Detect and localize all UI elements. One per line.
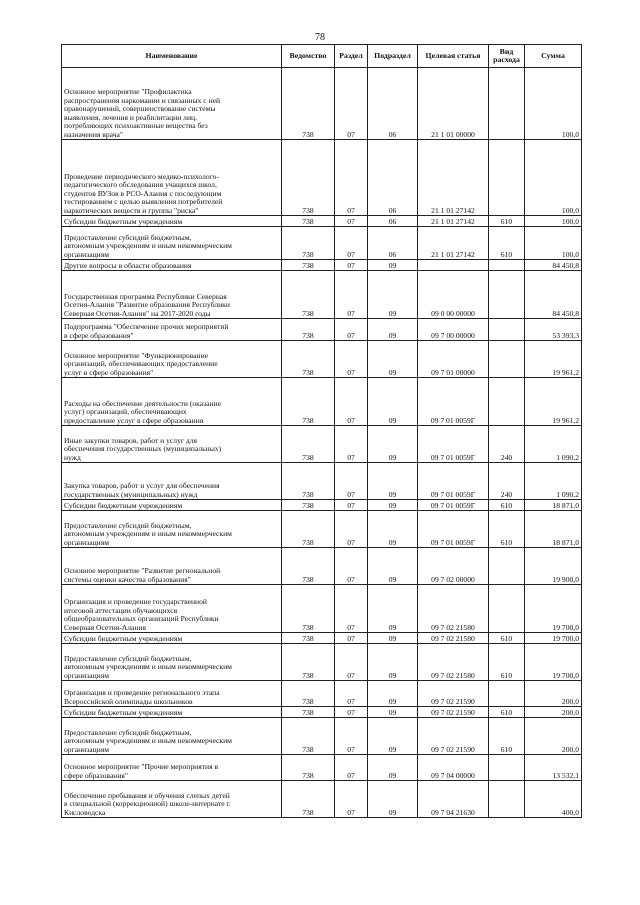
cell-section: 07 [335,227,368,260]
table-row [62,781,582,818]
table-body [62,68,582,818]
cell-target-article: 09 7 02 00000 [418,548,489,585]
cell-expense-type: 240 [489,426,525,463]
cell-department: 738 [282,644,335,681]
cell-name: Государственная программа Республики Северная Осетия-Алания "Развитие образования Республики Северная Осетия-Алания" на 2017-2020 годы [62,271,282,319]
table-row [62,68,582,140]
cell-amount: 100,0 [525,68,582,140]
cell-section: 07 [335,463,368,500]
cell-expense-type [489,319,525,341]
header-amount: Сумма [525,45,582,68]
table-row [62,140,582,216]
cell-amount: 200,0 [525,718,582,755]
cell-expense-type: 610 [489,227,525,260]
cell-department: 738 [282,755,335,781]
cell-section: 07 [335,585,368,633]
cell-expense-type: 610 [489,718,525,755]
cell-target-article [418,260,489,271]
cell-name: Предоставление субсидий бюджетным, автономным учреждениям и иным некоммерческим организациям [62,511,282,548]
cell-amount: 19 900,0 [525,548,582,585]
cell-name: Подпрограмма "Обеспечение прочих мероприятий в сфере образования" [62,319,282,341]
cell-department: 738 [282,511,335,548]
cell-expense-type: 610 [489,633,525,644]
cell-subsection: 06 [368,216,418,227]
cell-amount: 19 961,2 [525,341,582,378]
cell-name: Иные закупки товаров, работ и услуг для обеспечения государственных (муниципальных) нужд [62,426,282,463]
cell-target-article: 21 1 01 00000 [418,68,489,140]
cell-expense-type [489,260,525,271]
cell-section: 07 [335,319,368,341]
cell-expense-type [489,755,525,781]
table-row [62,755,582,781]
cell-target-article: 09 7 00 00000 [418,319,489,341]
cell-department: 738 [282,548,335,585]
cell-name: Проведение периодического медико-психолого- педагогического обследования учащихся школ, студентов ВУЗов в РСО-Алания с последующим тестированием с целью выявления потребителей наркотических веществ и группы "риска" [62,140,282,216]
cell-amount: 1 090,2 [525,463,582,500]
cell-amount: 100,0 [525,227,582,260]
cell-department: 738 [282,718,335,755]
cell-expense-type [489,681,525,707]
cell-section: 07 [335,718,368,755]
cell-subsection: 06 [368,227,418,260]
cell-target-article: 09 7 02 21590 [418,707,489,718]
cell-target-article: 09 0 00 00000 [418,271,489,319]
cell-subsection: 09 [368,378,418,426]
cell-target-article: 09 7 04 21630 [418,781,489,818]
cell-expense-type: 240 [489,463,525,500]
cell-amount: 200,0 [525,707,582,718]
cell-target-article: 09 7 01 0059Г [418,463,489,500]
cell-expense-type [489,341,525,378]
cell-target-article: 09 7 01 00000 [418,341,489,378]
cell-department: 738 [282,271,335,319]
cell-section: 07 [335,140,368,216]
cell-department: 738 [282,426,335,463]
cell-target-article: 09 7 02 21580 [418,644,489,681]
cell-name: Основное мероприятие "Развитие региональной системы оценки качества образования" [62,548,282,585]
header-expense-type: Вид расхода [489,45,525,68]
cell-subsection: 06 [368,140,418,216]
cell-name: Субсидии бюджетным учреждениям [62,500,282,511]
cell-section: 07 [335,644,368,681]
cell-amount: 400,0 [525,781,582,818]
cell-expense-type: 610 [489,511,525,548]
cell-section: 07 [335,426,368,463]
table-row [62,260,582,271]
cell-name: Субсидии бюджетным учреждениям [62,633,282,644]
cell-target-article: 21 1 01 27142 [418,227,489,260]
table-row [62,378,582,426]
cell-section: 07 [335,216,368,227]
cell-department: 738 [282,260,335,271]
cell-amount: 1 090,2 [525,426,582,463]
table-row [62,216,582,227]
header-section: Раздел [335,45,368,68]
cell-name: Предоставление субсидий бюджетным, автономным учреждениям и иным некоммерческим организациям [62,644,282,681]
cell-subsection: 09 [368,511,418,548]
cell-expense-type: 610 [489,500,525,511]
cell-target-article: 09 7 02 21580 [418,633,489,644]
cell-subsection: 06 [368,68,418,140]
table-row [62,718,582,755]
cell-department: 738 [282,216,335,227]
cell-department: 738 [282,319,335,341]
cell-department: 738 [282,707,335,718]
cell-subsection: 09 [368,781,418,818]
table-header-row [62,45,582,68]
table-row [62,426,582,463]
page-number: 78 [315,32,325,43]
table-row [62,633,582,644]
cell-department: 738 [282,633,335,644]
cell-amount: 18 871,0 [525,500,582,511]
cell-name: Другие вопросы в области образования [62,260,282,271]
cell-section: 07 [335,707,368,718]
cell-amount: 19 700,0 [525,585,582,633]
cell-expense-type [489,271,525,319]
cell-name: Закупка товаров, работ и услуг для обеспечения государственных (муниципальных) нужд [62,463,282,500]
cell-section: 07 [335,260,368,271]
cell-subsection: 09 [368,548,418,585]
cell-amount: 84 450,8 [525,271,582,319]
cell-amount: 18 871,0 [525,511,582,548]
cell-target-article: 21 1 01 27142 [418,216,489,227]
cell-expense-type [489,585,525,633]
cell-name: Предоставление субсидий бюджетным, автономным учреждениям и иным некоммерческим организациям [62,718,282,755]
cell-section: 07 [335,500,368,511]
cell-expense-type: 610 [489,216,525,227]
cell-section: 07 [335,781,368,818]
cell-expense-type [489,68,525,140]
table-row [62,707,582,718]
cell-expense-type [489,781,525,818]
cell-section: 07 [335,548,368,585]
cell-amount: 19 700,0 [525,644,582,681]
cell-name: Основное мероприятие "Функционирование организаций, обеспечивающих предоставление услуг в сфере образования" [62,341,282,378]
cell-section: 07 [335,341,368,378]
cell-name: Основное мероприятие "Профилактика распространения наркомании и связанных с ней правонарушений, совершенствование системы выявления, лечения и реабилитации лиц, потребляющих психоактивные вещества без назначения врача" [62,68,282,140]
cell-section: 07 [335,378,368,426]
cell-name: Субсидии бюджетным учреждениям [62,707,282,718]
table-row [62,585,582,633]
header-name: Наименование [62,45,282,68]
cell-name: Расходы на обеспечение деятельности (оказание услуг) организаций, обеспечивающих предоставление услуг в сфере образования [62,378,282,426]
cell-target-article: 09 7 02 21590 [418,681,489,707]
cell-amount: 13 532,1 [525,755,582,781]
cell-subsection: 09 [368,755,418,781]
cell-name: Обеспечение пребывания и обучения слепых детей в специальной (коррекционной) школе-интернате г. Кисловодска [62,781,282,818]
cell-subsection: 09 [368,707,418,718]
cell-subsection: 09 [368,633,418,644]
cell-target-article: 09 7 01 0059Г [418,511,489,548]
table-row [62,227,582,260]
cell-name: Организация и проведение регионального этапа Всероссийской олимпиады школьников [62,681,282,707]
cell-section: 07 [335,681,368,707]
table-row [62,644,582,681]
cell-subsection: 09 [368,341,418,378]
cell-subsection: 09 [368,271,418,319]
cell-expense-type [489,378,525,426]
cell-target-article: 09 7 01 0059Г [418,426,489,463]
cell-department: 738 [282,378,335,426]
cell-section: 07 [335,511,368,548]
header-department: Ведомство [282,45,335,68]
cell-department: 738 [282,140,335,216]
table-row [62,681,582,707]
cell-expense-type [489,548,525,585]
cell-amount: 100,0 [525,140,582,216]
header-target-article: Целевая статья [418,45,489,68]
cell-subsection: 09 [368,500,418,511]
cell-expense-type [489,140,525,216]
cell-department: 738 [282,68,335,140]
cell-department: 738 [282,585,335,633]
cell-section: 07 [335,755,368,781]
cell-department: 738 [282,781,335,818]
table-row [62,500,582,511]
cell-subsection: 09 [368,718,418,755]
cell-section: 07 [335,271,368,319]
cell-target-article: 09 7 02 21590 [418,718,489,755]
cell-name: Субсидии бюджетным учреждениям [62,216,282,227]
cell-subsection: 09 [368,426,418,463]
cell-name: Предоставление субсидий бюджетным, автономным учреждениям и иным некоммерческим организациям [62,227,282,260]
table-row [62,463,582,500]
cell-target-article: 09 7 04 00000 [418,755,489,781]
table-row [62,271,582,319]
cell-target-article: 09 7 02 21580 [418,585,489,633]
cell-expense-type: 610 [489,707,525,718]
budget-table [61,44,582,818]
cell-subsection: 09 [368,585,418,633]
cell-subsection: 09 [368,463,418,500]
cell-amount: 200,0 [525,681,582,707]
cell-amount: 84 450,8 [525,260,582,271]
cell-amount: 19 961,2 [525,378,582,426]
table-row [62,341,582,378]
budget-table-container [61,44,581,818]
header-subsection: Подраздел [368,45,418,68]
cell-subsection: 09 [368,260,418,271]
cell-department: 738 [282,463,335,500]
table-row [62,511,582,548]
cell-subsection: 09 [368,319,418,341]
table-row [62,548,582,585]
cell-amount: 100,0 [525,216,582,227]
cell-department: 738 [282,681,335,707]
cell-department: 738 [282,500,335,511]
cell-target-article: 09 7 01 0059Г [418,500,489,511]
cell-department: 738 [282,341,335,378]
cell-expense-type: 610 [489,644,525,681]
cell-name: Основное мероприятие "Прочие мероприятия в сфере образования" [62,755,282,781]
cell-subsection: 09 [368,644,418,681]
cell-department: 738 [282,227,335,260]
cell-section: 07 [335,633,368,644]
cell-section: 07 [335,68,368,140]
cell-amount: 19 700,0 [525,633,582,644]
cell-name: Организация и проведение государственной итоговой аттестации обучающихся общеобразовательных организаций Республики Северная Осетия-Алания [62,585,282,633]
cell-amount: 53 393,3 [525,319,582,341]
cell-target-article: 21 1 01 27142 [418,140,489,216]
table-row [62,319,582,341]
cell-target-article: 09 7 01 0059Г [418,378,489,426]
cell-subsection: 09 [368,681,418,707]
